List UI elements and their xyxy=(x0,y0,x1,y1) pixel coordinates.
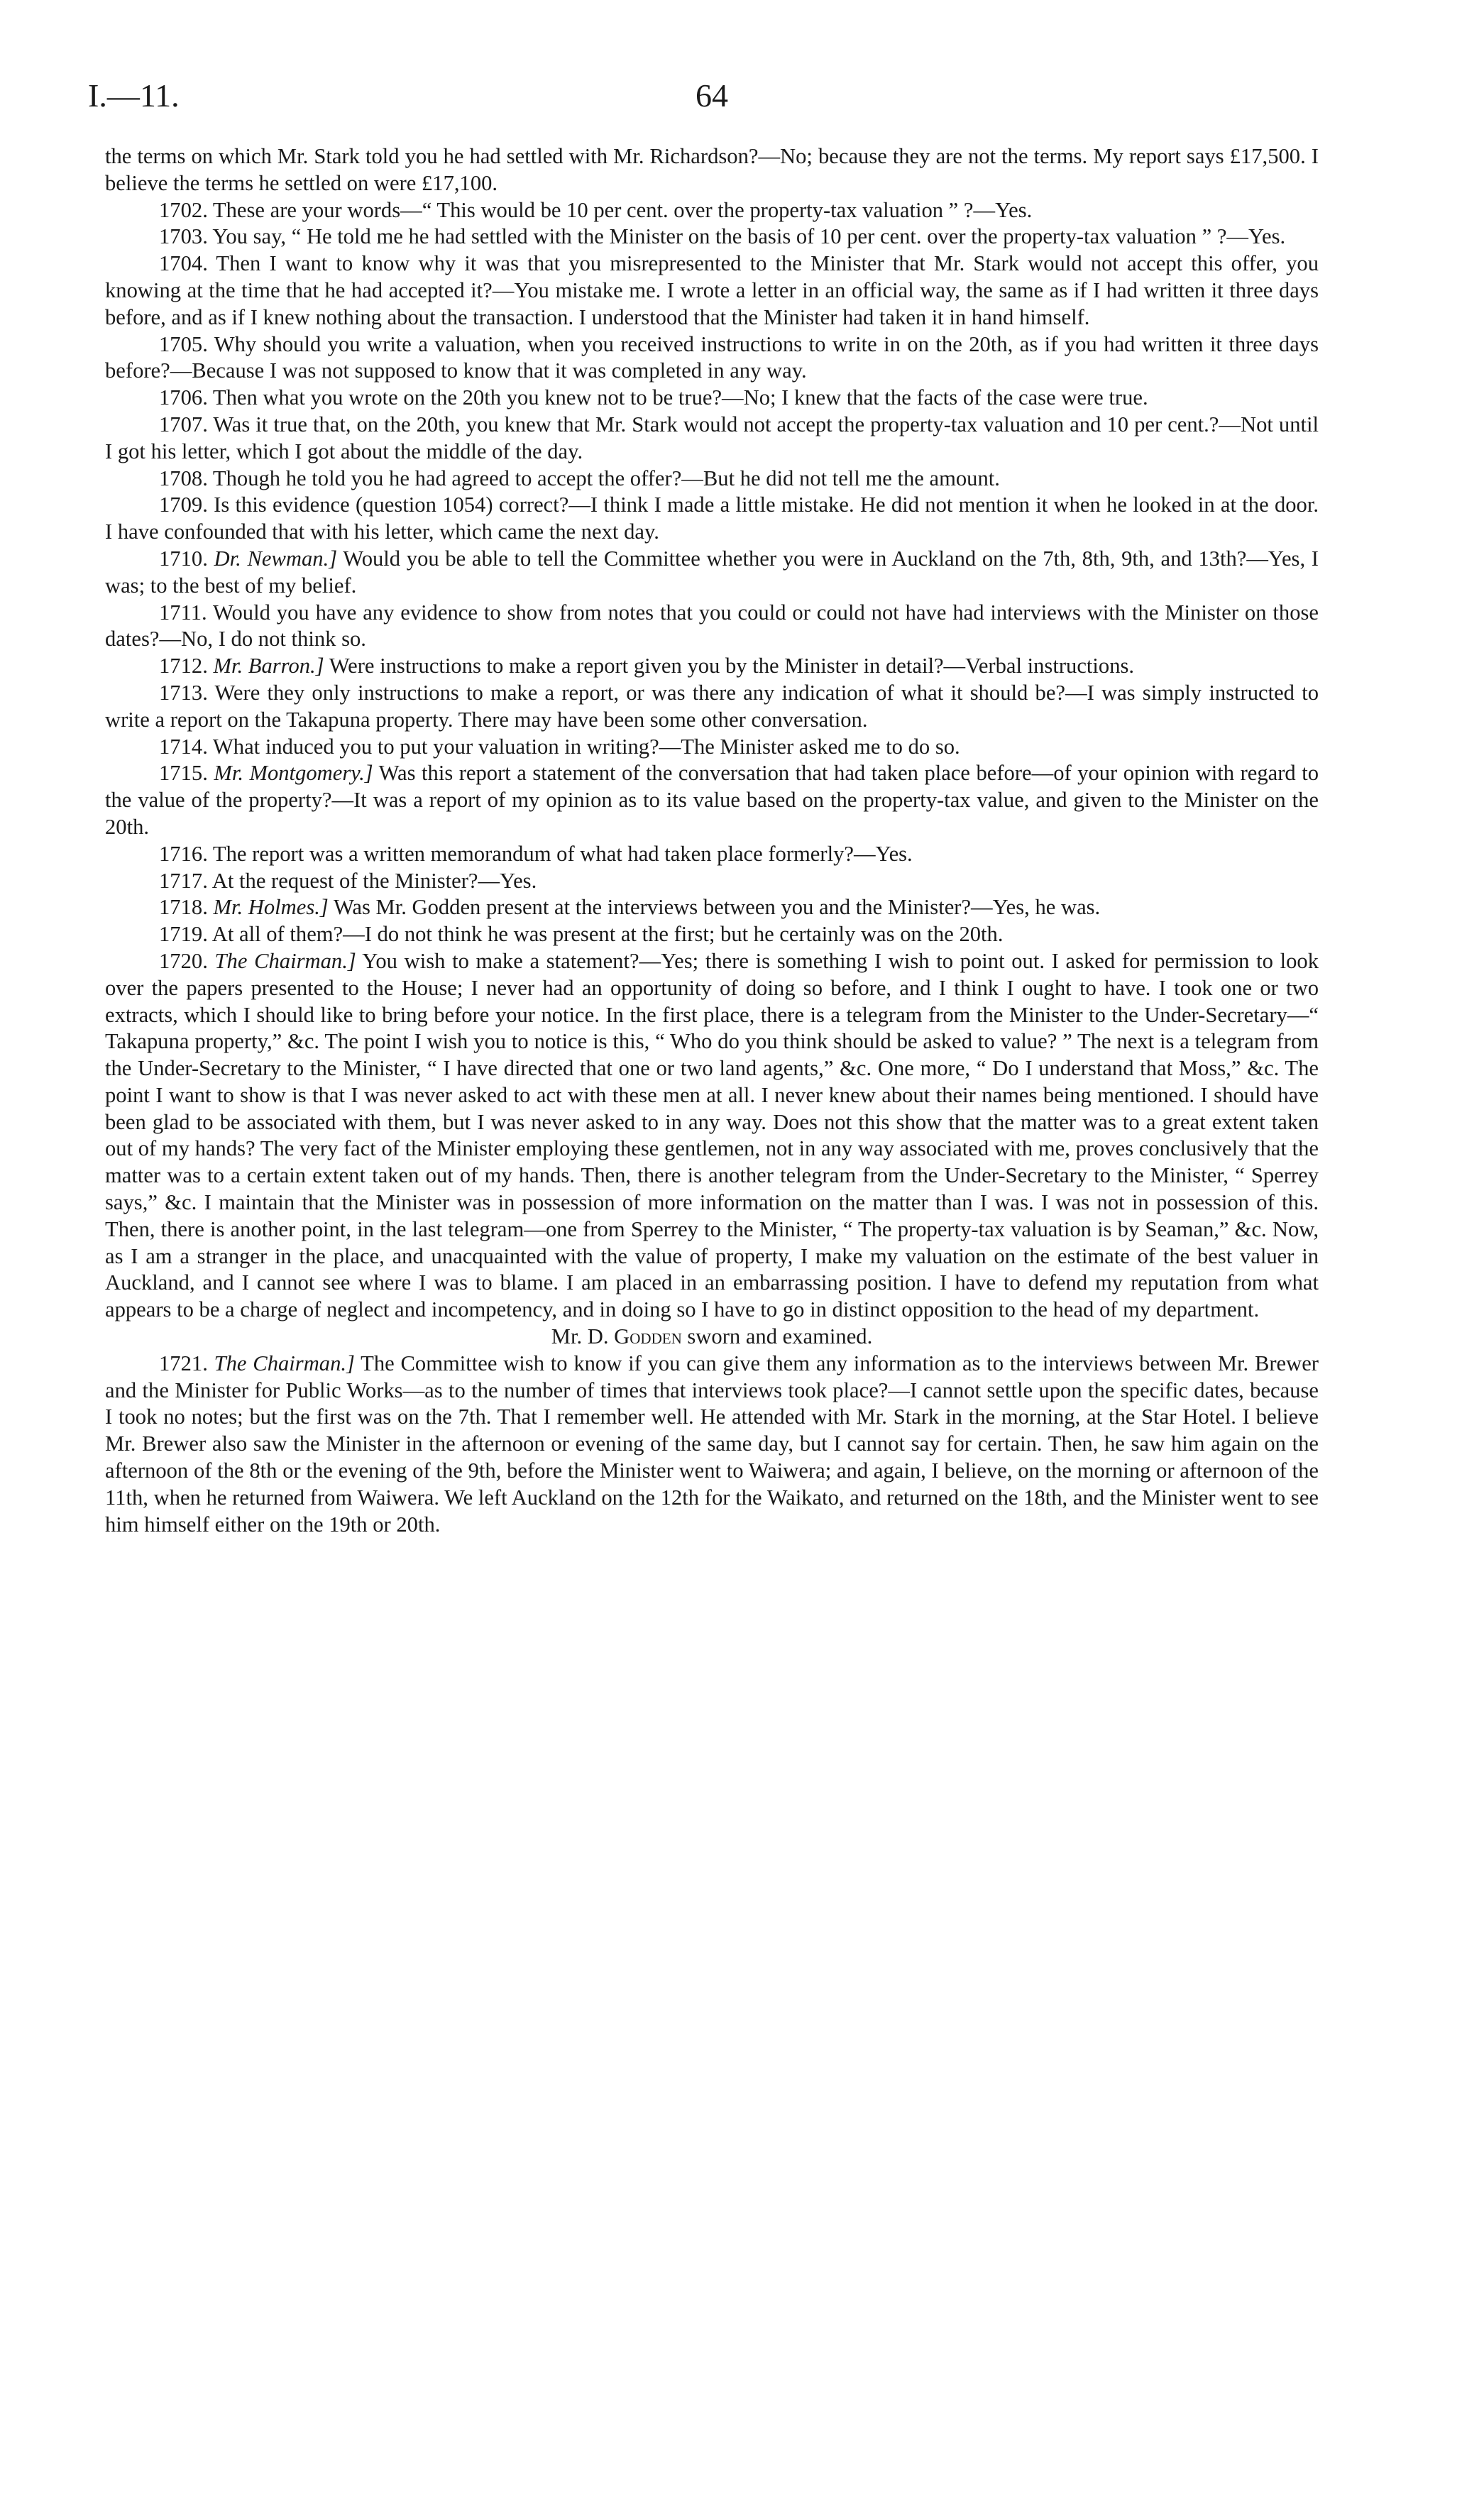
section-heading xyxy=(105,1324,1319,1351)
question-1719: 1719. At all of them?—I do not think he was present at the first; but he certainly was on the 20th. xyxy=(159,922,1004,947)
question-number: 1712. xyxy=(159,654,208,678)
heading-prefix: Mr. D. xyxy=(551,1324,609,1349)
question-number: 1715. xyxy=(159,761,208,786)
question-number: 1718. xyxy=(159,895,208,920)
question-1706: 1706. Then what you wrote on the 20th you knew not to be true?—No; I knew that the facts of the case were true. xyxy=(159,385,1148,410)
question-number: 1720. xyxy=(159,948,208,973)
question-number: 1721. xyxy=(159,1351,208,1375)
question-1720 xyxy=(105,948,1319,1324)
speaker-name: Mr. Holmes.] xyxy=(213,895,329,920)
question-text: You wish to make a statement?—Yes; there is something I wish to point out. I asked for permission to look over the papers presented to the House; I never had an opportunity of doing so before, and I think I ought to have. I took one or two extracts, which I should like to bring before your notice. In the first place, there is a telegram from the Minister to the Under-Secretary—“ Takapuna property,” &c. The point I wish you to notice is this, “ Who do you think should be asked to value? ” The next is a telegram from the Under-Secretary to the Minister, “ I have directed that one or two land agents,” &c. One more, “ Do I understand that Moss,” &c. The point I want to show is that I was never asked to act with these men at all. I never knew about their names being mentioned. I should have been glad to be associated with them, but I was never asked to in any way. Does not this show that the matter was to a great extent taken out of my hands? The very fact of the Minister employing these gentlemen, not in any way associated with me, proves conclusively that the matter was to a certain extent taken out of my hands. Then, there is another telegram from the Under-Secretary to the Minister, “ Sperrey says,” &c. I maintain that the Minister was in possession of more information on the matter than I was. I was not in possession of this. Then, there is another point, in the last telegram—one from Sperrey to the Minister, “ The property-tax valuation is by Seaman,” &c. Now, as I am a stranger in the place, and unacquainted with the value of property, I make my valuation on the estimate of the best valuer in Auckland, and I cannot see where I was to blame. I am placed in an embarrassing position. I have to defend my reputation from what appears to be a charge of neglect and incompetency, and in doing so I have to go in distinct opposition to the head of my department. xyxy=(105,948,1319,1322)
speaker-name: Dr. Newman.] xyxy=(214,546,338,571)
speaker-name: Mr. Montgomery.] xyxy=(214,761,373,786)
page-header xyxy=(88,77,1319,133)
question-1705: 1705. Why should you write a valuation, when you received instructions to write in on the 20th, as if you had written it three days before?—Because I was not supposed to know that it was completed in any way. xyxy=(105,331,1319,383)
question-text: Would you be able to tell the Committee whether you were in Auckland on the 7th, 8th, 9th, and 13th?—Yes, I was; to the best of my belief. xyxy=(105,546,1319,598)
question-text: Were instructions to make a report given you by the Minister in detail?—Verbal instructions. xyxy=(329,654,1135,678)
document-reference: I.—11. xyxy=(88,77,180,114)
speaker-name: The Chairman.] xyxy=(214,1351,355,1375)
question-1713: 1713. Were they only instructions to make a report, or was there any indication of what it should be?—I was simply instructed to write a report on the Takapuna property. There may have been some other conversation. xyxy=(105,680,1319,732)
question-text: Was Mr. Godden present at the interviews between you and the Minister?—Yes, he was. xyxy=(333,895,1101,920)
question-text: Was this report a statement of the conversation that had taken place before—of your opinion with regard to the value of the property?—It was a report of my opinion as to its value based on the property-tax value, and given to the Minister on the 20th. xyxy=(105,761,1319,839)
question-1717: 1717. At the request of the Minister?—Yes. xyxy=(159,868,537,893)
heading-suffix: sworn and examined. xyxy=(687,1324,873,1349)
question-number: 1710. xyxy=(159,546,208,571)
question-1718 xyxy=(105,894,1319,921)
speaker-name: The Chairman.] xyxy=(214,948,356,973)
question-text: The Committee wish to know if you can give them any information as to the interviews between Mr. Brewer and the Minister for Public Works—as to the number of times that interviews took place?—I cannot settle upon the specific dates, because I took no notes; but the first was on the 7th. That I remember well. He attended with Mr. Stark in the morning, at the Star Hotel. I believe Mr. Brewer also saw the Minister in the afternoon or evening of the same day, but I cannot say for certain. Then, he saw him again on the afternoon of the 8th or the evening of the 9th, before the Minister went to Waiwera; and again, I believe, on the morning or afternoon of the 11th, when he returned from Waiwera. We left Auckland on the 12th for the Waikato, and returned on the 18th, and the Minister went to see him himself either on the 19th or 20th. xyxy=(105,1351,1319,1537)
page-number: 64 xyxy=(696,77,728,114)
question-1707: 1707. Was it true that, on the 20th, you knew that Mr. Stark would not accept the property-tax valuation and 10 per cent.?—Not until I got his letter, which I got about the middle of the day. xyxy=(105,412,1319,463)
speaker-name: Mr. Barron.] xyxy=(213,654,324,678)
question-1714: 1714. What induced you to put your valuation in writing?—The Minister asked me to do so. xyxy=(159,734,960,759)
question-1721 xyxy=(105,1351,1319,1539)
document-page xyxy=(88,77,1319,1538)
question-1710 xyxy=(105,546,1319,600)
question-1702: 1702. These are your words—“ This would be 10 per cent. over the property-tax valuation ” ?—Yes. xyxy=(159,197,1033,222)
paragraph-continuation: the terms on which Mr. Stark told you he had settled with Mr. Richardson?—No; because they are not the terms. My report says £17,500. I believe the terms he settled on were £17,100. xyxy=(105,144,1319,195)
witness-name: Godden xyxy=(614,1324,682,1349)
document-body xyxy=(105,143,1319,1538)
question-1715 xyxy=(105,760,1319,840)
question-1711: 1711. Would you have any evidence to show from notes that you could or could not have had interviews with the Minister on those dates?—No, I do not think so. xyxy=(105,600,1319,652)
question-1709: 1709. Is this evidence (question 1054) correct?—I think I made a little mistake. He did not mention it when he looked in at the door. I have confounded that with his letter, which came the next day. xyxy=(105,493,1319,544)
question-1712 xyxy=(105,653,1319,680)
question-1703: 1703. You say, “ He told me he had settled with the Minister on the basis of 10 per cent. over the property-tax valuation ” ?—Yes. xyxy=(159,224,1286,249)
question-1716: 1716. The report was a written memorandum of what had taken place formerly?—Yes. xyxy=(159,841,913,866)
question-1704: 1704. Then I want to know why it was that you misrepresented to the Minister that Mr. Stark would not accept this offer, you knowing at the time that he had accepted it?—You mistake me. I wrote a letter in an official way, the same as if I had written it three days before, and as if I knew nothing about the transaction. I understood that the Minister had taken it in hand himself. xyxy=(105,251,1319,329)
question-1708: 1708. Though he told you he had agreed to accept the offer?—But he did not tell me the amount. xyxy=(159,466,1000,490)
